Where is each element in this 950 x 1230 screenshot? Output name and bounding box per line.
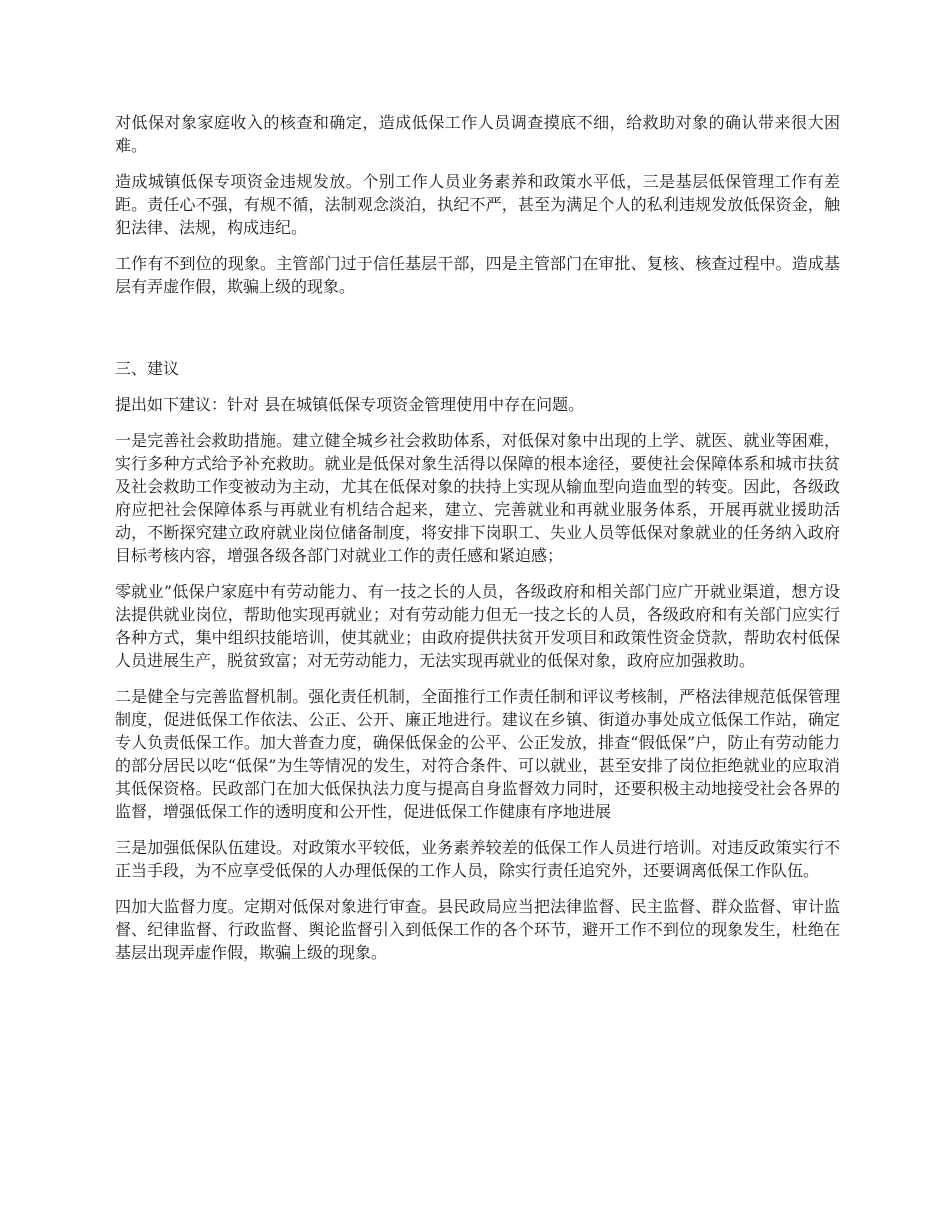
document-body <box>115 111 840 977</box>
paragraph: 零就业”低保户家庭中有劳动能力、有一技之长的人员，各级政府和相关部门应广开就业渠道，想方设法提供就业岗位，帮助他实现再就业；对有劳动能力但无一技之长的人员，各级政府和有关部门应实行各种方式，集中组织技能培训，使其就业；由政府提供扶贫开发项目和政策性资金贷款，帮助农村低保人员进展生产，脱贫致富；对无劳动能力，无法实现再就业的低保对象，政府应加强救助。 <box>115 582 840 670</box>
paragraph: 工作有不到位的现象。主管部门过于信任基层干部，四是主管部门在审批、复核、核查过程中。造成基层有弄虚作假，欺骗上级的现象。 <box>115 254 840 296</box>
section-spacer <box>115 311 840 357</box>
paragraph: 对低保对象家庭收入的核查和确定，造成低保工作人员调查摸底不细，给救助对象的确认带来很大困难。 <box>115 113 840 155</box>
paragraph: 三是加强低保队伍建设。对政策水平较低，业务素养较差的低保工作人员进行培训。对违反政策实行不正当手段，为不应享受低保的人办理低保的工作人员，除实行责任追究外，还要调离低保工作队伍。 <box>115 838 840 880</box>
paragraph: 二是健全与完善监督机制。强化责任机制，全面推行工作责任制和评议考核制，严格法律规范低保管理制度，促进低保工作依法、公正、公开、廉正地进行。建议在乡镇、街道办事处成立低保工作站，确定专人负责低保工作。加大普查力度，确保低保金的公平、公正发放，排查“假低保”户，防止有劳动能力的部分居民以吃“低保”为生等情况的发生，对符合条件、可以就业，甚至安排了岗位拒绝就业的应取消其低保资格。民政部门在加大低保执法力度与提高自身监督效力同时，还要积极主动地接受社会各界的监督，增强低保工作的透明度和公开性，促进低保工作健康有序地进展 <box>115 687 840 821</box>
paragraph: 提出如下建议：针对 县在城镇低保专项资金管理使用中存在问题。 <box>115 395 585 414</box>
paragraph: 造成城镇低保专项资金违规发放。个别工作人员业务素养和政策水平低，三是基层低保管理工作有差距。责任心不强，有规不循，法制观念淡泊，执纪不严，甚至为满足个人的私利违规发放低保资金，触犯法律、法规，构成违纪。 <box>115 172 840 237</box>
paragraph: 四加大监督力度。定期对低保对象进行审查。县民政局应当把法律监督、民主监督、群众监督、审计监督、纪律监督、行政监督、舆论监督引入到低保工作的各个环节，避开工作不到位的现象发生，杜绝在基层出现弄虚作假，欺骗上级的现象。 <box>115 897 840 962</box>
paragraph: 一是完善社会救助措施。建立健全城乡社会救助体系，对低保对象中出现的上学、就医、就业等困难，实行多种方式给予补充救助。就业是低保对象生活得以保障的根本途径，要使社会保障体系和城市扶贫及社会救助工作变被动为主动，尤其在低保对象的扶持上实现从输血型向造血型的转变。因此，各级政府应把社会保障体系与再就业有机结合起来，建立、完善就业和再就业服务体系，开展再就业援助活动，不断探究建立政府就业岗位储备制度，将安排下岗职工、失业人员等低保对象就业的任务纳入政府目标考核内容，增强各级各部门对就业工作的责任感和紧迫感； <box>115 431 840 565</box>
section-heading: 三、建议 <box>115 359 180 378</box>
